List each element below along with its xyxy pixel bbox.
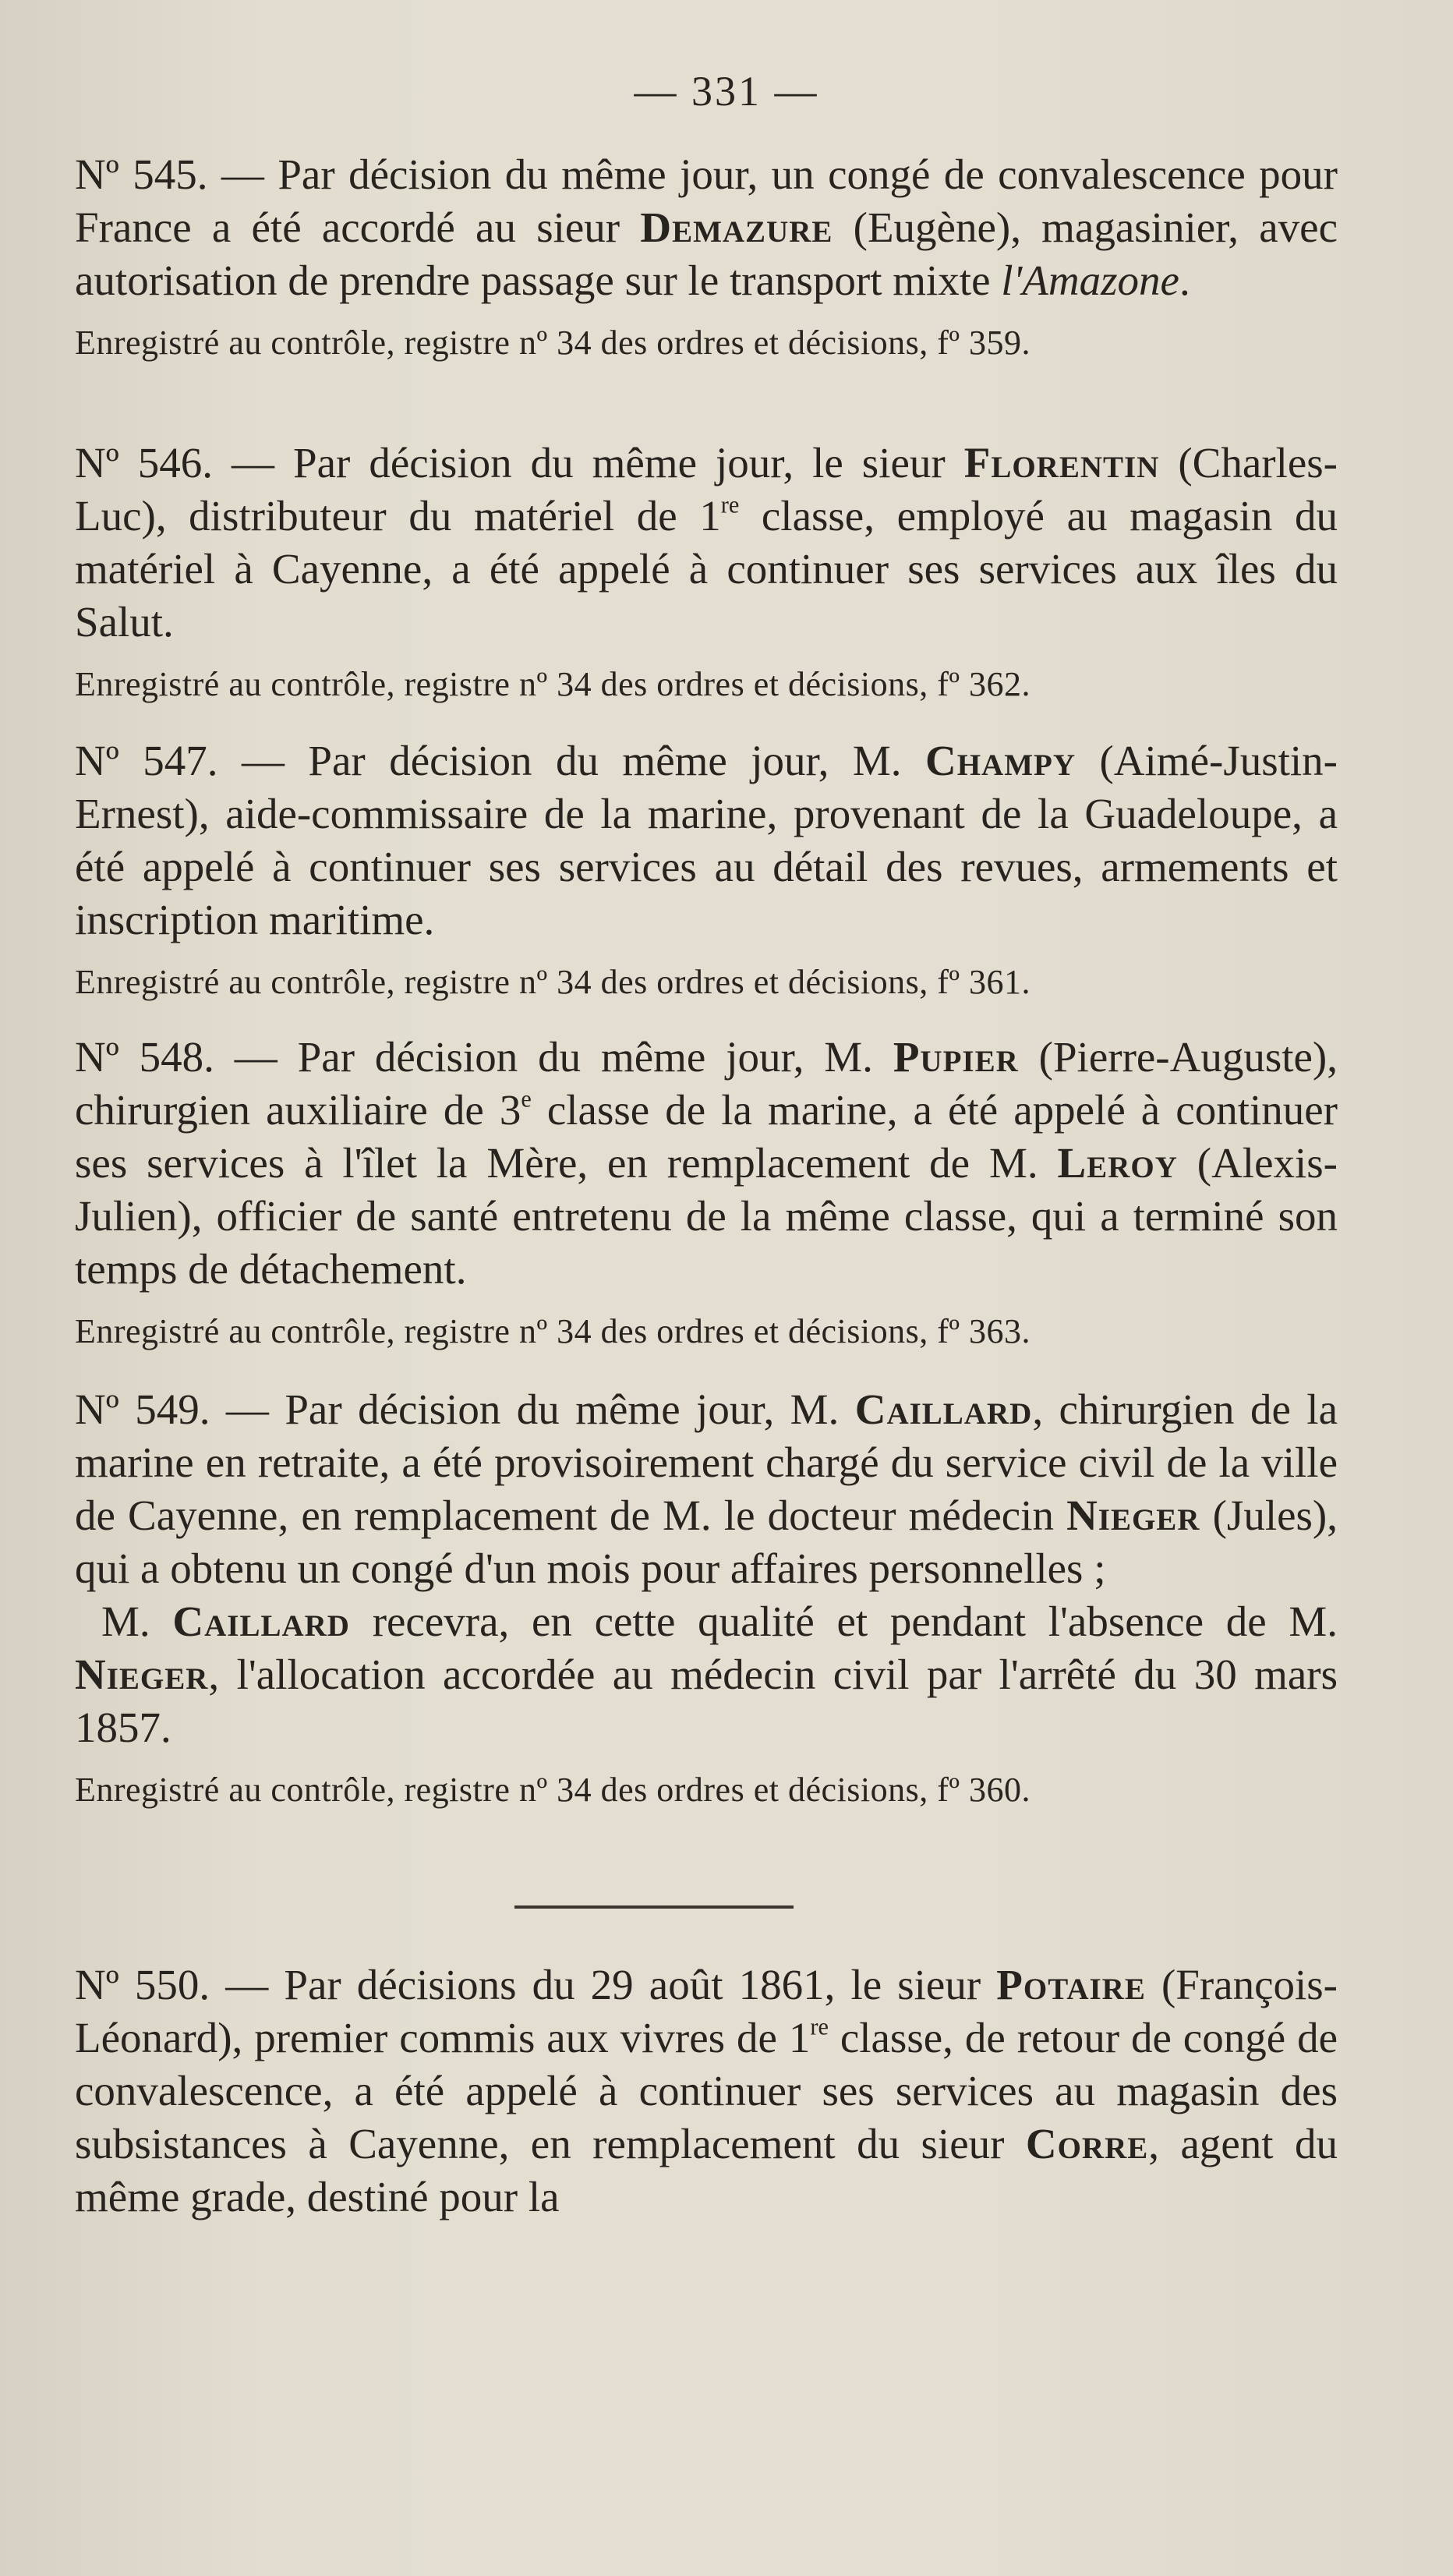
entry-number: Nº 547. xyxy=(75,737,218,784)
entry-paragraph: Nº 547. — Par décision du même jour, M. Champy (Aimé-Justin-Ernest), aide-commissaire de la marine, provenant de la Guadeloupe, a été appelé à continuer ses services au détail des revues, armements et inscription maritime. xyxy=(75,737,1338,943)
person-name: Caillard xyxy=(172,1598,350,1645)
person-name: Nieger xyxy=(75,1651,209,1698)
entry-548 xyxy=(75,1031,1338,1353)
person-name: Leroy xyxy=(1057,1139,1178,1187)
ship-name: l'Amazone xyxy=(1001,257,1179,304)
person-name: Champy xyxy=(925,737,1076,784)
person-name: Corre xyxy=(1025,2120,1149,2167)
entry-paragraph: Nº 546. — Par décision du même jour, le sieur Florentin (Charles-Luc), distributeur du matériel de 1re classe, employé au magasin du matériel à Cayenne, a été appelé à continuer ses services aux îles du Salut. xyxy=(75,439,1338,646)
person-name: Nieger xyxy=(1066,1491,1200,1539)
entry-545 xyxy=(75,148,1338,365)
section-divider xyxy=(514,1905,794,1909)
entry-paragraph: Nº 550. — Par décisions du 29 août 1861, le sieur Potaire (François-Léonard), premier commis aux vivres de 1re classe, de retour de congé de convalescence, a été appelé à continuer ses services au magasin des subsistances à Cayenne, en remplacement du sieur Corre, agent du même grade, destiné pour la xyxy=(75,1961,1338,2220)
entry-number: Nº 545. xyxy=(75,150,208,198)
entry-547 xyxy=(75,734,1338,1004)
person-name: Potaire xyxy=(996,1961,1146,2008)
entry-paragraph: Nº 549. — Par décision du même jour, M. Caillard, chirurgien de la marine en retraite, a été provisoirement chargé du service civil de la ville de Cayenne, en remplacement de M. le docteur médecin Nieger (Jules), qui a obtenu un congé d'un mois pour affaires personnelles ; xyxy=(75,1385,1338,1592)
entry-number: Nº 546. xyxy=(75,439,214,487)
entry-549 xyxy=(75,1383,1338,1812)
entry-number: Nº 549. xyxy=(75,1385,210,1433)
entry-paragraph: Nº 548. — Par décision du même jour, M. Pupier (Pierre-Auguste), chirurgien auxiliaire de 3e classe de la marine, a été appelé à continuer ses services à l'îlet la Mère, en remplacement de M. Leroy (Alexis-Julien), officier de santé entretenu de la même classe, qui a terminé son temps de détachement. xyxy=(75,1033,1338,1293)
person-name: Pupier xyxy=(893,1033,1019,1081)
ordinal-superscript: re xyxy=(720,491,740,518)
person-name: Florentin xyxy=(963,439,1160,487)
register-note: Enregistré au contrôle, registre nº 34 des ordres et décisions, fº 359. xyxy=(75,324,1031,362)
register-note: Enregistré au contrôle, registre nº 34 des ordres et décisions, fº 360. xyxy=(75,1771,1031,1809)
register-note: Enregistré au contrôle, registre nº 34 des ordres et décisions, fº 361. xyxy=(75,963,1031,1001)
page-number: — 331 — xyxy=(634,68,819,115)
person-name: Demazure xyxy=(640,203,833,251)
ordinal-superscript: re xyxy=(810,2013,829,2040)
person-name: Caillard xyxy=(854,1385,1033,1433)
entry-number: Nº 548. xyxy=(75,1033,214,1081)
ordinal-superscript: e xyxy=(521,1085,532,1113)
entry-546 xyxy=(75,437,1338,706)
entry-number: Nº 550. xyxy=(75,1961,210,2008)
entry-paragraph-continued: M. Caillard recevra, en cette qualité et pendant l'absence de M. Nieger, l'allocation accordée au médecin civil par l'arrêté du 30 mars 1857. xyxy=(75,1598,1338,1751)
register-note: Enregistré au contrôle, registre nº 34 des ordres et décisions, fº 362. xyxy=(75,665,1031,703)
entry-paragraph: Nº 545. — Par décision du même jour, un congé de convalescence pour France a été accordé au sieur Demazure (Eugène), magasinier, avec autorisation de prendre passage sur le transport mixte l'Amazone. xyxy=(75,150,1338,304)
entry-550 xyxy=(75,1959,1338,2224)
register-note: Enregistré au contrôle, registre nº 34 des ordres et décisions, fº 363. xyxy=(75,1312,1031,1350)
